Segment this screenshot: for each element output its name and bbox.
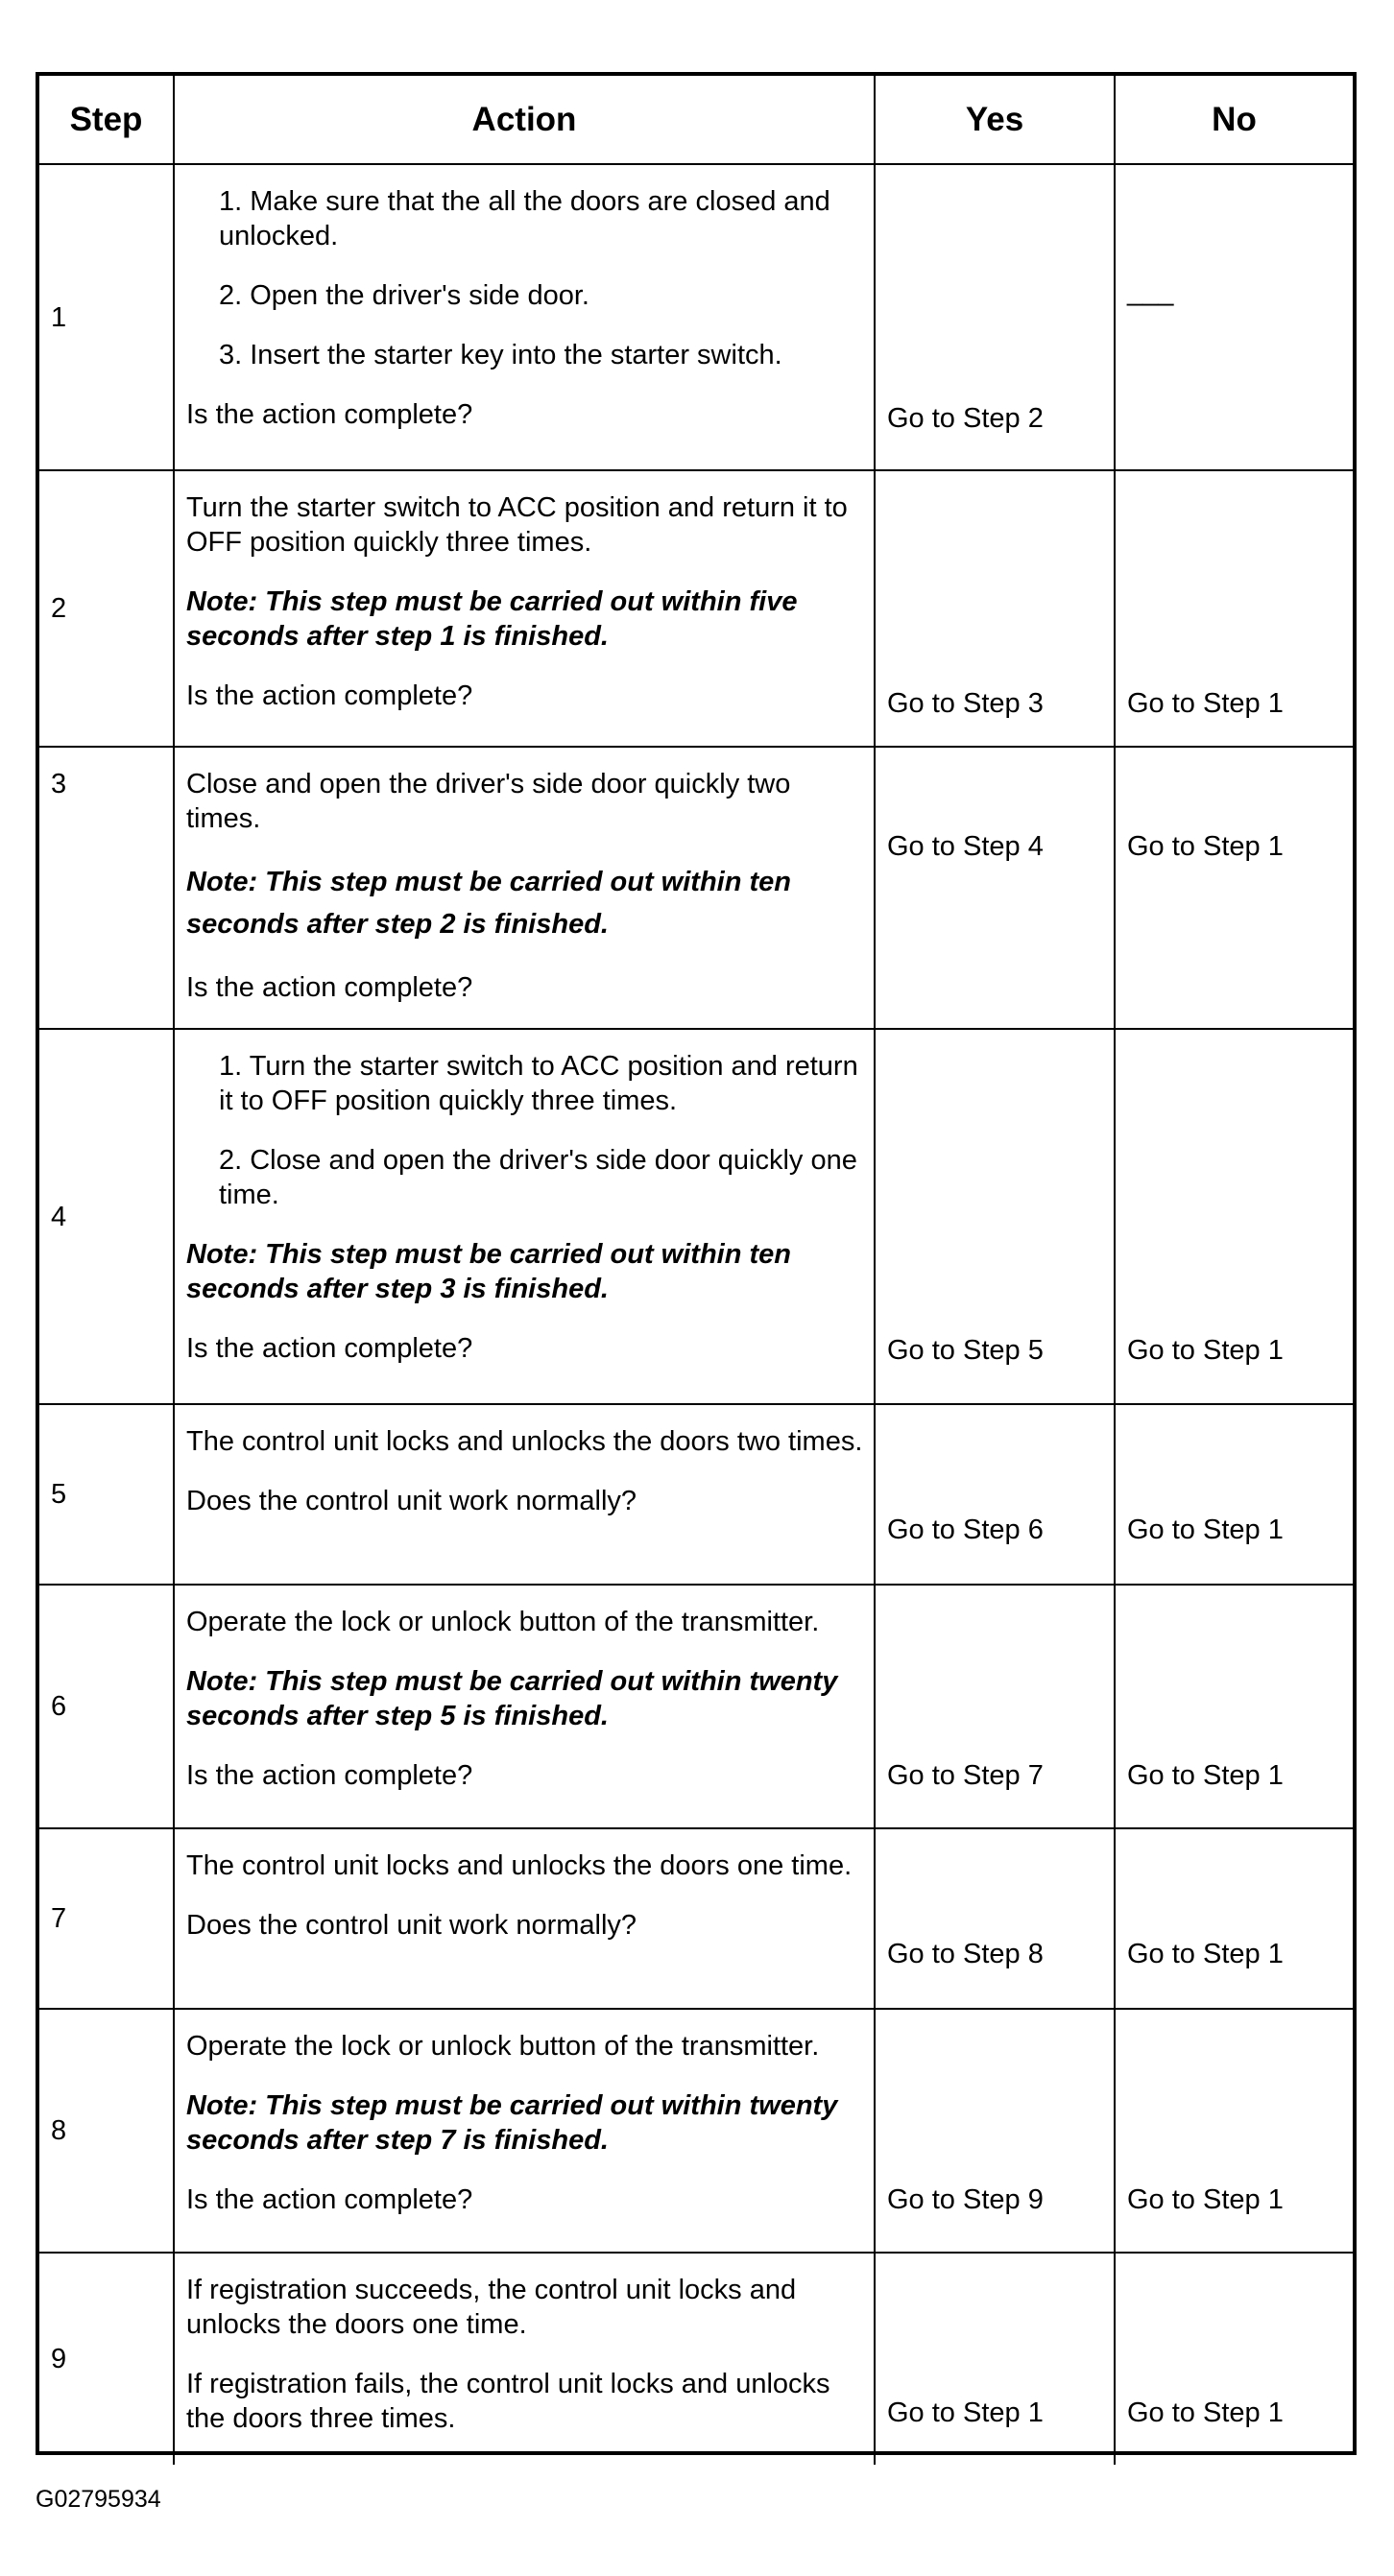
action-question: Does the control unit work normally? (186, 1910, 637, 1941)
action-substep: 2. Open the driver's side door. (219, 280, 589, 311)
action-cell (175, 748, 876, 1030)
action-note: Note: This step must be carried out within ten seconds after step 3 is finished. (186, 1239, 791, 1304)
action-cell (175, 2254, 876, 2465)
action-question: If registration fails, the control unit locks and unlocks the doors three times. (186, 2369, 830, 2434)
action-text: The control unit locks and unlocks the doors one time. (186, 1850, 853, 1881)
step-number: 9 (39, 2254, 175, 2465)
step-number: 8 (39, 2010, 175, 2254)
yes-cell (876, 1829, 1116, 2010)
action-substep: 2. Close and open the driver's side door quickly one time. (219, 1145, 857, 1210)
yes-cell (876, 471, 1116, 748)
step-number: 3 (39, 748, 175, 1030)
no-result: Go to Step 1 (1127, 1335, 1284, 1366)
figure-id: G02795934 (36, 2486, 161, 2513)
no-cell (1116, 165, 1353, 471)
yes-result: Go to Step 4 (887, 831, 1044, 862)
action-cell (175, 471, 876, 748)
no-result: Go to Step 1 (1127, 1939, 1284, 1969)
yes-result: Go to Step 1 (887, 2397, 1044, 2428)
no-result: Go to Step 1 (1127, 831, 1284, 862)
action-text: Operate the lock or unlock button of the transmitter. (186, 1607, 820, 1637)
yes-cell (876, 1586, 1116, 1829)
action-text: The control unit locks and unlocks the doors two times. (186, 1426, 863, 1457)
action-cell (175, 1829, 876, 2010)
no-cell (1116, 2010, 1353, 2254)
yes-result: Go to Step 7 (887, 1760, 1044, 1791)
header-yes: Yes (876, 76, 1116, 165)
action-note: Note: This step must be carried out within twenty seconds after step 5 is finished. (186, 1666, 838, 1731)
action-question: Is the action complete? (186, 2184, 473, 2215)
yes-result: Go to Step 6 (887, 1515, 1044, 1545)
no-cell (1116, 2254, 1353, 2465)
action-question: Is the action complete? (186, 972, 473, 1003)
no-cell (1116, 1405, 1353, 1586)
action-cell (175, 1586, 876, 1829)
yes-result: Go to Step 9 (887, 2184, 1044, 2215)
no-cell (1116, 748, 1353, 1030)
no-result: Go to Step 1 (1127, 2397, 1284, 2428)
action-question: Is the action complete? (186, 1333, 473, 1364)
action-cell (175, 2010, 876, 2254)
yes-result: Go to Step 2 (887, 403, 1044, 434)
action-cell (175, 1405, 876, 1586)
no-result: Go to Step 1 (1127, 1760, 1284, 1791)
step-number: 1 (39, 165, 175, 471)
action-cell (175, 1030, 876, 1405)
step-number: 4 (39, 1030, 175, 1405)
no-cell (1116, 1030, 1353, 1405)
yes-cell (876, 165, 1116, 471)
action-text: Close and open the driver's side door quickly two times. (186, 769, 791, 834)
procedure-grid (39, 76, 1353, 2451)
yes-cell (876, 1405, 1116, 1586)
action-substep: 1. Turn the starter switch to ACC position and return it to OFF position quickly three times. (219, 1051, 858, 1116)
step-number: 6 (39, 1586, 175, 1829)
action-cell (175, 165, 876, 471)
no-result: Go to Step 1 (1127, 2184, 1284, 2215)
yes-cell (876, 2254, 1116, 2465)
step-number: 5 (39, 1405, 175, 1586)
action-question: Is the action complete? (186, 1760, 473, 1791)
yes-cell (876, 1030, 1116, 1405)
action-question: Does the control unit work normally? (186, 1486, 637, 1516)
action-text: Turn the starter switch to ACC position and return it to OFF position quickly three times. (186, 492, 848, 558)
yes-result: Go to Step 3 (887, 688, 1044, 719)
action-note: Note: This step must be carried out within twenty seconds after step 7 is finished. (186, 2090, 838, 2156)
action-substep: 1. Make sure that the all the doors are closed and unlocked. (219, 186, 830, 251)
header-no: No (1116, 76, 1353, 165)
action-text: If registration succeeds, the control unit locks and unlocks the doors one time. (186, 2275, 797, 2340)
step-number: 7 (39, 1829, 175, 2010)
action-substep: 3. Insert the starter key into the starter switch. (219, 340, 782, 370)
action-note: Note: This step must be carried out within ten seconds after step 2 is finished. (186, 867, 791, 940)
yes-result: Go to Step 8 (887, 1939, 1044, 1969)
no-result: Go to Step 1 (1127, 1515, 1284, 1545)
no-cell (1116, 1829, 1353, 2010)
no-cell (1116, 471, 1353, 748)
action-question: Is the action complete? (186, 399, 473, 430)
no-result: ___ (1127, 276, 1174, 307)
action-text: Operate the lock or unlock button of the transmitter. (186, 2031, 820, 2062)
yes-cell (876, 2010, 1116, 2254)
header-action: Action (175, 76, 876, 165)
yes-cell (876, 748, 1116, 1030)
step-number: 2 (39, 471, 175, 748)
procedure-table (36, 72, 1357, 2455)
no-result: Go to Step 1 (1127, 688, 1284, 719)
yes-result: Go to Step 5 (887, 1335, 1044, 1366)
action-question: Is the action complete? (186, 680, 473, 711)
action-note: Note: This step must be carried out within five seconds after step 1 is finished. (186, 586, 798, 652)
header-step: Step (39, 76, 175, 165)
no-cell (1116, 1586, 1353, 1829)
